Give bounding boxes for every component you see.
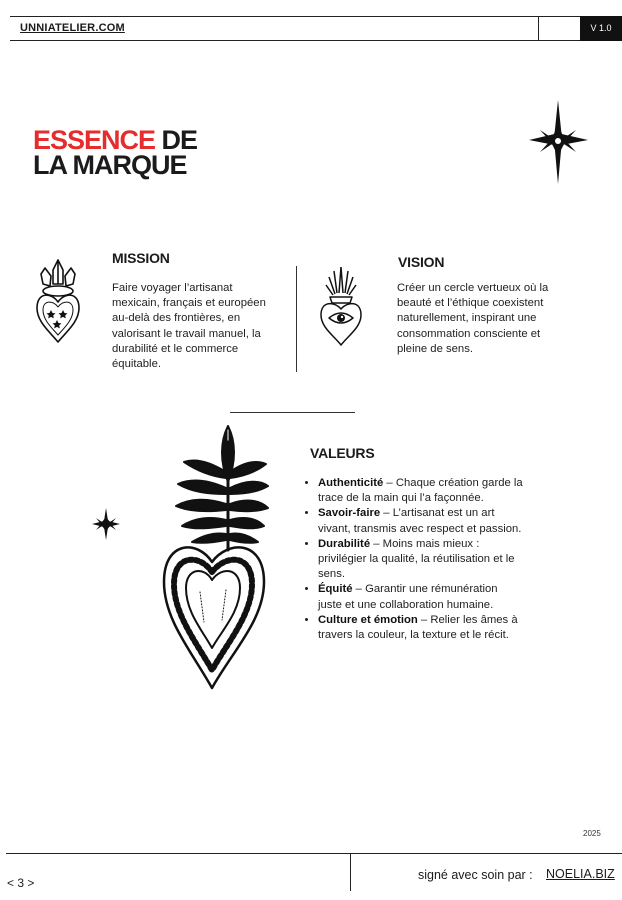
value-term: Équité	[318, 583, 353, 596]
list-item	[318, 537, 523, 583]
page-number: < 3 >	[7, 876, 35, 890]
header-separator	[538, 16, 539, 41]
star-icon	[528, 100, 588, 184]
vision-heading: VISION	[398, 254, 445, 270]
site-link[interactable]: UNNIATELIER.COM	[20, 22, 125, 34]
page-title	[33, 125, 198, 180]
sacred-heart-palm-icon	[160, 422, 270, 694]
value-term: Durabilité	[318, 537, 371, 550]
title-line2: LA MARQUE	[33, 150, 187, 180]
column-divider	[296, 266, 297, 372]
value-term: Authenticité	[318, 477, 384, 489]
author-link[interactable]: NOELIA.BIZ	[546, 867, 615, 881]
value-desc: – Relier les âmes à travers la couleur, la texture et le récit.	[318, 613, 518, 642]
header-top-rule	[10, 16, 622, 17]
sparkle-icon	[92, 508, 120, 540]
footer-separator	[350, 853, 351, 891]
valeurs-heading: VALEURS	[310, 445, 375, 461]
list-item	[318, 506, 523, 536]
title-accent: ESSENCE	[33, 125, 156, 155]
section-divider	[230, 412, 355, 413]
valeurs-list	[303, 476, 523, 643]
value-desc: – L’artisanat est un art vivant, transmis avec respect et passion.	[318, 507, 522, 535]
mission-heading: MISSION	[112, 250, 170, 266]
title-part: DE	[155, 125, 198, 155]
version-badge: V 1.0	[580, 16, 622, 41]
value-desc: – Garantir une rémunération juste et une collaboration humaine.	[318, 583, 498, 611]
value-desc: – Chaque création garde la trace de la main qui l’a façonnée.	[318, 477, 523, 505]
list-item	[318, 476, 523, 506]
footer-rule	[6, 853, 622, 854]
value-desc: – Moins mais mieux : privilégier la qualité, la réutilisation et le sens.	[318, 537, 515, 581]
header-bottom-rule	[10, 40, 622, 41]
vision-text: Créer un cercle vertueux où la beauté et l’éthique coexistent naturellement, inspirant une consommation consciente et pleine de sens.	[397, 282, 549, 355]
value-term: Savoir-faire	[318, 507, 381, 520]
signed-label: signé avec soin par :	[418, 868, 533, 882]
sacred-heart-crystal-icon	[33, 258, 83, 346]
list-item	[318, 582, 523, 612]
value-term: Culture et émotion	[318, 613, 418, 626]
mission-text: Faire voyager l’artisanat mexicain, français et européen au-delà des frontières, en valorisant le travail manuel, la durabilité et le commerce équitable.	[112, 282, 266, 371]
list-item	[318, 613, 523, 643]
sacred-heart-eye-icon	[318, 265, 364, 347]
year-label: 2025	[583, 829, 601, 838]
